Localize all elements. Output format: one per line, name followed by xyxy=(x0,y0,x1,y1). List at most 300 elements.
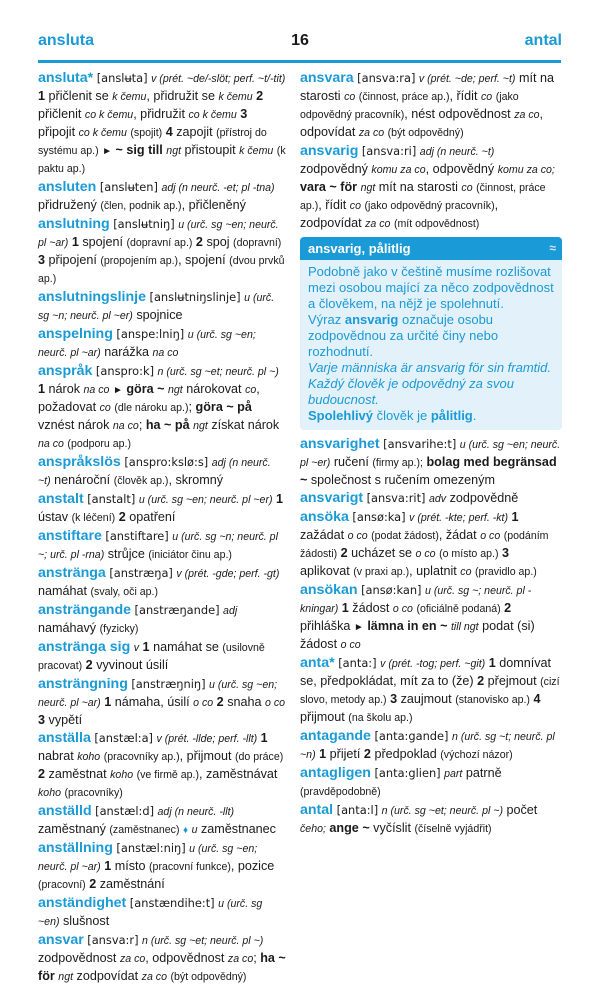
headword: ansvarighet xyxy=(300,436,380,452)
headword: ansvar xyxy=(38,932,84,948)
grammar: u (urč. sg ~en; neurč. pl ~er) xyxy=(138,494,273,506)
entry-anstallning xyxy=(38,840,286,894)
grammar: koho xyxy=(77,751,101,763)
grammar: v xyxy=(133,642,140,654)
arrow-icon: ► xyxy=(353,622,364,633)
sense-number: 2 xyxy=(216,695,224,709)
sense-number: 1 xyxy=(38,382,46,396)
translation: vznést nárok xyxy=(38,418,110,432)
note: (svaly, oči ap.) xyxy=(90,586,159,598)
phrase: göra ~ på xyxy=(195,400,252,414)
phrase: göra ~ xyxy=(126,382,165,396)
sense-number: 3 xyxy=(38,253,46,267)
phrase: vara ~ för xyxy=(300,180,358,194)
headword: ansvarig xyxy=(300,143,359,159)
grammar: adj (n neurč. ~t) xyxy=(38,457,271,487)
translation: přistoupit xyxy=(184,143,236,157)
grammar: u (urč. sg ~n; neurč. pl ~er) xyxy=(38,292,275,322)
note: (oficiálně podaná) xyxy=(416,603,501,615)
translation: zaujmout xyxy=(400,692,452,706)
grammar: za co xyxy=(227,953,254,965)
grammar: o co xyxy=(265,697,286,709)
note: (stanovisko ap.) xyxy=(455,694,530,706)
translation: zaměstnanec xyxy=(201,822,276,836)
note: (do práce) xyxy=(234,751,284,763)
translation: zodpovědný xyxy=(300,162,368,176)
translation: vypětí xyxy=(48,713,83,727)
translation: předpoklad xyxy=(374,747,437,761)
entry-anstrangande xyxy=(38,602,286,638)
note: (být odpovědný) xyxy=(170,971,247,983)
translation: počet xyxy=(506,803,538,817)
headword: antagande xyxy=(300,728,371,744)
headword: anspråk xyxy=(38,363,93,379)
sense-number: 2 xyxy=(85,658,93,672)
note: (přístroj do systému ap.) xyxy=(38,127,267,157)
phrase: bolag med begränsad ~ xyxy=(300,455,557,487)
header-rule xyxy=(38,60,561,63)
grammar: u (urč. sg ~en; neurč. pl ~er) xyxy=(300,439,561,469)
note: (o místo ap.) xyxy=(439,548,499,560)
note: (iniciátor činu ap.) xyxy=(148,549,232,561)
phrase: ange ~ xyxy=(329,821,370,835)
phrase: ha ~ för xyxy=(38,951,286,983)
sense-number: 3 xyxy=(240,107,248,121)
translation: mít na starosti xyxy=(300,71,554,103)
grammar: co xyxy=(245,384,257,396)
grammar: k čemu xyxy=(218,91,253,103)
entry-anstranga xyxy=(38,565,286,601)
sense-number: 2 xyxy=(38,767,46,781)
left-column xyxy=(38,70,286,987)
pronunciation: [anta:glien] xyxy=(374,766,441,780)
grammar: co xyxy=(99,402,111,414)
running-head-left: ansluta xyxy=(38,32,95,49)
grammar: co k čemu xyxy=(188,109,237,121)
grammar: ngt xyxy=(168,384,183,396)
pronunciation: [ansva:r] xyxy=(87,933,139,947)
entry-ansprakslos xyxy=(38,454,286,490)
sense-number: 2 xyxy=(363,747,371,761)
headword: ansluten xyxy=(38,179,97,195)
grammar: n (urč. sg ~et; neurč. pl ~) xyxy=(142,935,264,947)
sense-number: 1 xyxy=(511,510,519,524)
note: (na školu ap.) xyxy=(348,712,413,724)
grammar: n (urč. sg ~et; neurč. pl ~) xyxy=(381,805,503,817)
sense-number: 1 xyxy=(319,747,327,761)
translation: přijmout xyxy=(300,710,345,724)
translation: podat (si) žádost xyxy=(300,619,535,651)
diamond-icon: ♦ xyxy=(182,825,189,836)
grammar: na co xyxy=(152,347,179,359)
grammar: v (prét. -gde; perf. -gt) xyxy=(176,568,280,580)
translation: nárokovat xyxy=(186,382,242,396)
translation: mít na starosti xyxy=(378,180,458,194)
headword: anstiftare xyxy=(38,528,102,544)
translation: přičlenit xyxy=(38,107,82,121)
pronunciation: [anslʉtniŋ] xyxy=(113,217,175,231)
approx-icon: ≈ xyxy=(549,241,556,255)
translation: ucházet se xyxy=(351,546,413,560)
sense-number: 3 xyxy=(38,713,46,727)
translation: namáhat xyxy=(38,584,88,598)
grammar: part xyxy=(444,768,463,780)
note: (pravděpodobně) xyxy=(300,786,381,798)
grammar: ngt xyxy=(193,420,208,432)
translation: , přičleněný xyxy=(181,198,246,212)
entry-antagande xyxy=(300,728,562,764)
arrow-icon: ► xyxy=(102,146,113,157)
headword: anställa xyxy=(38,730,91,746)
entry-anstiftare xyxy=(38,528,286,564)
sense-number: 4 xyxy=(165,125,173,139)
grammar: koho xyxy=(110,769,134,781)
entry-anslutningslinje xyxy=(38,289,286,325)
sense-number: 1 xyxy=(104,859,112,873)
note: (zaměstnanec) xyxy=(109,824,180,836)
note: (cizí slovo, metody ap.) xyxy=(300,676,560,706)
grammar: na co xyxy=(38,438,64,450)
grammar: u (urč. sg ~en; neurč. pl ~ar) xyxy=(38,329,256,359)
note: (pravidlo ap.) xyxy=(474,566,537,578)
headword: ansträngning xyxy=(38,676,128,692)
note: (pracovníky) xyxy=(64,787,123,799)
translation: ručení xyxy=(333,455,369,469)
entry-ansokan xyxy=(300,582,562,654)
note: (v praxi ap.) xyxy=(353,566,410,578)
note: (pracovní) xyxy=(38,879,86,891)
pronunciation: [anta:l] xyxy=(336,803,379,817)
translation: zažádat xyxy=(300,528,345,542)
translation: nabrat xyxy=(38,749,74,763)
grammar: u (urč. sg ~en; neurč. pl ~ar) xyxy=(38,679,278,709)
pronunciation: [ansø:kan] xyxy=(361,583,422,597)
entry-ansluta xyxy=(38,70,286,178)
note: (podporu ap.) xyxy=(67,438,132,450)
grammar: n (urč. sg ~et; neurč. pl ~) xyxy=(157,366,279,378)
sense-number: 3 xyxy=(502,546,510,560)
note: (podáním žádosti) xyxy=(300,530,549,560)
sense-number: 2 xyxy=(256,89,264,103)
usage-note-text: člověk je xyxy=(376,408,428,423)
grammar: u (urč. sg ~; neurč. pl -kningar) xyxy=(300,585,532,615)
translation: společnost s ručením omezeným xyxy=(310,473,495,487)
translation: ústav xyxy=(38,510,69,524)
translation: nenároční xyxy=(54,473,111,487)
translation: , požadovat xyxy=(38,382,260,414)
usage-note-paragraph xyxy=(308,408,554,424)
translation: , pozice xyxy=(230,859,275,873)
translation: opatření xyxy=(129,510,176,524)
sense-number: 1 xyxy=(38,89,46,103)
note: (usilovně pracovat) xyxy=(38,642,265,672)
translation: přičlenit se xyxy=(48,89,109,103)
grammar: adv xyxy=(429,493,447,505)
grammar: koho xyxy=(38,787,61,799)
translation: žádost xyxy=(352,601,390,615)
translation: nárok xyxy=(48,382,81,396)
sense-number: 1 xyxy=(341,601,349,615)
pronunciation: [anstæl:a] xyxy=(94,731,153,745)
sense-number: 2 xyxy=(477,674,485,688)
translation: , řídit xyxy=(449,89,478,103)
translation: přihláška xyxy=(300,619,351,633)
usage-note-text: označuje osobu zodpovědnou za určité činy nebo rozhodnutí. xyxy=(308,312,499,359)
translation: , odpovědný xyxy=(425,162,495,176)
grammar: o co xyxy=(480,530,501,542)
pronunciation: [anta:gande] xyxy=(374,729,449,743)
translation: , odpovědnost xyxy=(145,951,225,965)
grammar: ngt xyxy=(58,971,74,983)
headword: anspelning xyxy=(38,326,113,342)
grammar: komu za co; xyxy=(497,164,555,176)
entry-antagligen xyxy=(300,765,562,801)
phrase: ha ~ på xyxy=(145,418,190,432)
grammar: co xyxy=(460,566,472,578)
grammar: na co xyxy=(83,384,110,396)
headword: anställd xyxy=(38,803,92,819)
translation: připojení xyxy=(48,253,97,267)
translation: , spojení xyxy=(178,253,226,267)
grammar: u (urč. sg ~n; neurč. pl ~; urč. pl -rna) xyxy=(38,531,278,561)
grammar: adj (n neurč. ~t) xyxy=(419,146,495,158)
note: (firmy ap.); xyxy=(372,457,423,469)
grammar: komu za co xyxy=(371,164,426,176)
phrase: lämna in en ~ xyxy=(367,619,448,633)
sense-number: 2 xyxy=(340,546,348,560)
phrase: ~ sig till xyxy=(115,143,163,157)
pronunciation: [ansva:ra] xyxy=(357,71,416,85)
translation: , zodpovídat xyxy=(300,198,499,230)
headword: ansöka xyxy=(300,509,349,525)
translation: , odpovídat xyxy=(300,107,544,139)
entry-ansvar: ansvar [ansva:r] n (urč. sg ~et; neurč. pl ~) zodpovědnost za co, odpovědnost za co; ha ~ för ngt zodpovídat za co (být odpovědný) xyxy=(38,932,286,983)
note: (dvou prvků ap.) xyxy=(38,255,285,285)
grammar: co xyxy=(461,182,473,194)
grammar: ngt xyxy=(166,145,182,157)
translation: namáhavý xyxy=(38,621,97,635)
entry-antal xyxy=(300,802,562,838)
grammar: v (prét. -kte; perf. -kt) xyxy=(409,512,509,524)
grammar: co k čemu xyxy=(78,127,127,139)
grammar: za co xyxy=(119,953,146,965)
translation: vyvinout úsilí xyxy=(96,658,169,672)
sense-number: 1 xyxy=(142,640,150,654)
note: (podat žádost) xyxy=(371,530,439,542)
grammar: co k čemu xyxy=(84,109,134,121)
pronunciation: [anslʉten] xyxy=(99,180,158,194)
note: (dle nároku ap.) xyxy=(114,402,189,414)
sense-number: 1 xyxy=(104,695,112,709)
translation: zodpovídat xyxy=(76,969,139,983)
usage-note-term: pålitlig xyxy=(430,408,473,423)
usage-note-heading: ansvarig, pålitlig xyxy=(308,241,411,256)
page-header xyxy=(0,0,600,60)
note: (k paktu ap.) xyxy=(38,145,286,175)
translation: snaha xyxy=(227,695,262,709)
grammar: o co xyxy=(347,530,368,542)
pronunciation: [ansvarihe:t] xyxy=(383,437,457,451)
translation: domnívat se, předpokládat, mít za to (že) xyxy=(300,656,552,688)
grammar: o co xyxy=(415,548,436,560)
grammar: co xyxy=(349,200,361,212)
grammar: za co xyxy=(141,971,167,983)
translation: zaměstnaný xyxy=(38,822,106,836)
note: (k léčení) xyxy=(71,512,116,524)
headword: ansvara xyxy=(300,70,354,86)
translation: zaměstnání xyxy=(99,877,165,891)
headword: anställning xyxy=(38,840,113,856)
translation: , přijmout xyxy=(179,749,232,763)
pronunciation: [anstændihe:t] xyxy=(129,896,215,910)
sense-number: 2 xyxy=(89,877,97,891)
entry-anslutning xyxy=(38,216,286,288)
headword: anspråkslös xyxy=(38,454,121,470)
translation: přidružený xyxy=(38,198,97,212)
sense-number: 1 xyxy=(488,656,496,670)
pronunciation: [anspro:kslø:s] xyxy=(124,455,209,469)
grammar: co xyxy=(480,91,493,103)
usage-note-term: Spolehlivý xyxy=(308,408,374,423)
pronunciation: [anstæl:d] xyxy=(95,804,155,818)
note: (fyzicky) xyxy=(99,623,139,635)
usage-note-paragraph: Podobně jako v češtině musíme rozlišovat mezi osobou mající za něco zodpovědnost a člověkem, na nějž je spolehnutí. xyxy=(308,264,554,311)
grammar: k čemu xyxy=(112,91,147,103)
pronunciation: [anta:] xyxy=(338,656,377,670)
translation: , zaměstnávat xyxy=(199,767,278,781)
sense-number: 1 xyxy=(260,731,268,745)
entry-anstandighet xyxy=(38,895,286,931)
grammar: k čemu xyxy=(239,145,274,157)
headword: anta* xyxy=(300,655,335,671)
translation: strůjce xyxy=(107,547,145,561)
entry-ansluten xyxy=(38,179,286,215)
entry-anstrangning xyxy=(38,676,286,729)
grammar: čeho; xyxy=(300,823,326,835)
entry-ansvarighet xyxy=(300,436,562,489)
arrow-icon: ► xyxy=(112,385,123,396)
note: (činnost, práce ap.) xyxy=(300,182,546,212)
headword: ansluta* xyxy=(38,70,94,86)
headword: anständighet xyxy=(38,895,127,911)
translation: zapojit xyxy=(176,125,213,139)
grammar: adj (n neurč. -llt) xyxy=(157,806,235,818)
translation: , nést odpovědnost xyxy=(404,107,511,121)
pronunciation: [ansva:rit] xyxy=(366,491,426,505)
pronunciation: [anstræŋande] xyxy=(134,603,220,617)
note: (výchozí názor) xyxy=(440,749,513,761)
entry-ansvara xyxy=(300,70,562,142)
translation: , přidružit xyxy=(133,107,185,121)
note: (jako odpovědný pracovník) xyxy=(364,200,495,212)
translation: spojnice xyxy=(136,308,183,322)
entry-ansoka xyxy=(300,509,562,581)
pronunciation: [anstæl:niŋ] xyxy=(116,841,186,855)
note: (činnost, práce ap.) xyxy=(358,91,450,103)
grammar: v (prét. -llde; perf. -llt) xyxy=(156,733,258,745)
translation: , žádat xyxy=(438,528,477,542)
pronunciation: [ansø:ka] xyxy=(352,510,406,524)
entry-anstalla xyxy=(38,730,286,802)
entry-anta xyxy=(300,655,562,727)
usage-note-example-text: Varje människa är ansvarig för sin framtid. Každý člověk je odpovědný za svou budoucnost. xyxy=(308,360,552,407)
usage-note-text: . xyxy=(472,408,477,423)
sense-number: 2 xyxy=(118,510,126,524)
translation: namáhat se xyxy=(153,640,219,654)
translation: přejmout xyxy=(487,674,537,688)
entry-anstalt xyxy=(38,491,286,527)
entry-ansprak: anspråk [anspro:k] n (urč. sg ~et; neurč. pl ~) 1 nárok na co ► göra ~ ngt nárokovat co, požadovat co (dle nároku ap.); göra ~ på vznést nárok na co; ha ~ på ngt získat nárok na co (podporu ap.) xyxy=(38,363,280,450)
sense-number: 4 xyxy=(533,692,541,706)
grammar: v (prét. ~de; perf. ~t) xyxy=(418,73,516,85)
note: (jako odpovědný pracovník) xyxy=(300,91,519,121)
translation: připojit xyxy=(38,125,76,139)
translation: získat nárok xyxy=(211,418,280,432)
usage-note-term: ansvarig xyxy=(344,312,399,327)
headword: ansvarigt xyxy=(300,490,364,506)
running-head-right: antal xyxy=(524,32,562,49)
pronunciation: [anstræŋa] xyxy=(109,566,173,580)
note: (člověk ap.) xyxy=(113,475,169,487)
sense-number: 1 xyxy=(71,235,79,249)
note: (být odpovědný) xyxy=(387,127,464,139)
grammar: till ngt xyxy=(450,621,479,633)
note: (pracovníky ap.) xyxy=(103,751,180,763)
translation: slušnost xyxy=(63,914,110,928)
sense-number: 3 xyxy=(390,692,398,706)
grammar: v (prét. -tog; perf. ~git) xyxy=(380,658,486,670)
translation: spoj xyxy=(206,235,230,249)
translation: spojení xyxy=(82,235,123,249)
grammar: u (urč. sg ~en; neurč. pl ~ar) xyxy=(38,843,258,873)
note: (číselně vyjádřit) xyxy=(414,823,492,835)
translation: narážka xyxy=(104,345,150,359)
translation: místo xyxy=(114,859,146,873)
grammar: ngt xyxy=(360,182,376,194)
usage-note-example xyxy=(308,360,554,408)
entry-anspelning xyxy=(38,326,286,362)
headword: anstränga xyxy=(38,565,106,581)
translation: zaměstnat xyxy=(48,767,107,781)
usage-note-body xyxy=(300,260,562,430)
headword: antagligen xyxy=(300,765,371,781)
grammar: o co xyxy=(340,639,361,651)
translation: , přidružit se xyxy=(146,89,215,103)
usage-note-paragraph xyxy=(308,312,554,360)
usage-note-box xyxy=(300,237,562,430)
grammar: za co xyxy=(514,109,540,121)
sense-number: 2 xyxy=(195,235,203,249)
translation: vyčíslit xyxy=(373,821,411,835)
grammar: u xyxy=(191,824,198,836)
grammar: u (urč. sg ~en) xyxy=(38,898,263,928)
pronunciation: [anslʉta] xyxy=(96,71,148,85)
sense-number: 1 xyxy=(276,492,284,506)
grammar: za co xyxy=(358,127,385,139)
note: (spojit) xyxy=(130,127,163,139)
grammar: adj (n neurč. -et; pl -tna) xyxy=(161,182,275,194)
grammar: v (prét. ~de/-slöt; perf. ~t/-tit) xyxy=(151,73,286,85)
grammar: za co xyxy=(365,218,391,230)
translation: zodpovědně xyxy=(449,491,519,505)
translation: aplikovat xyxy=(300,564,350,578)
translation: , řídit xyxy=(318,198,347,212)
translation: , uplatnit xyxy=(409,564,457,578)
translation: patrně xyxy=(465,766,502,780)
note: (člen, podnik ap.) xyxy=(100,200,182,212)
headword: ansökan xyxy=(300,582,358,598)
note: (dopravní) xyxy=(233,237,282,249)
